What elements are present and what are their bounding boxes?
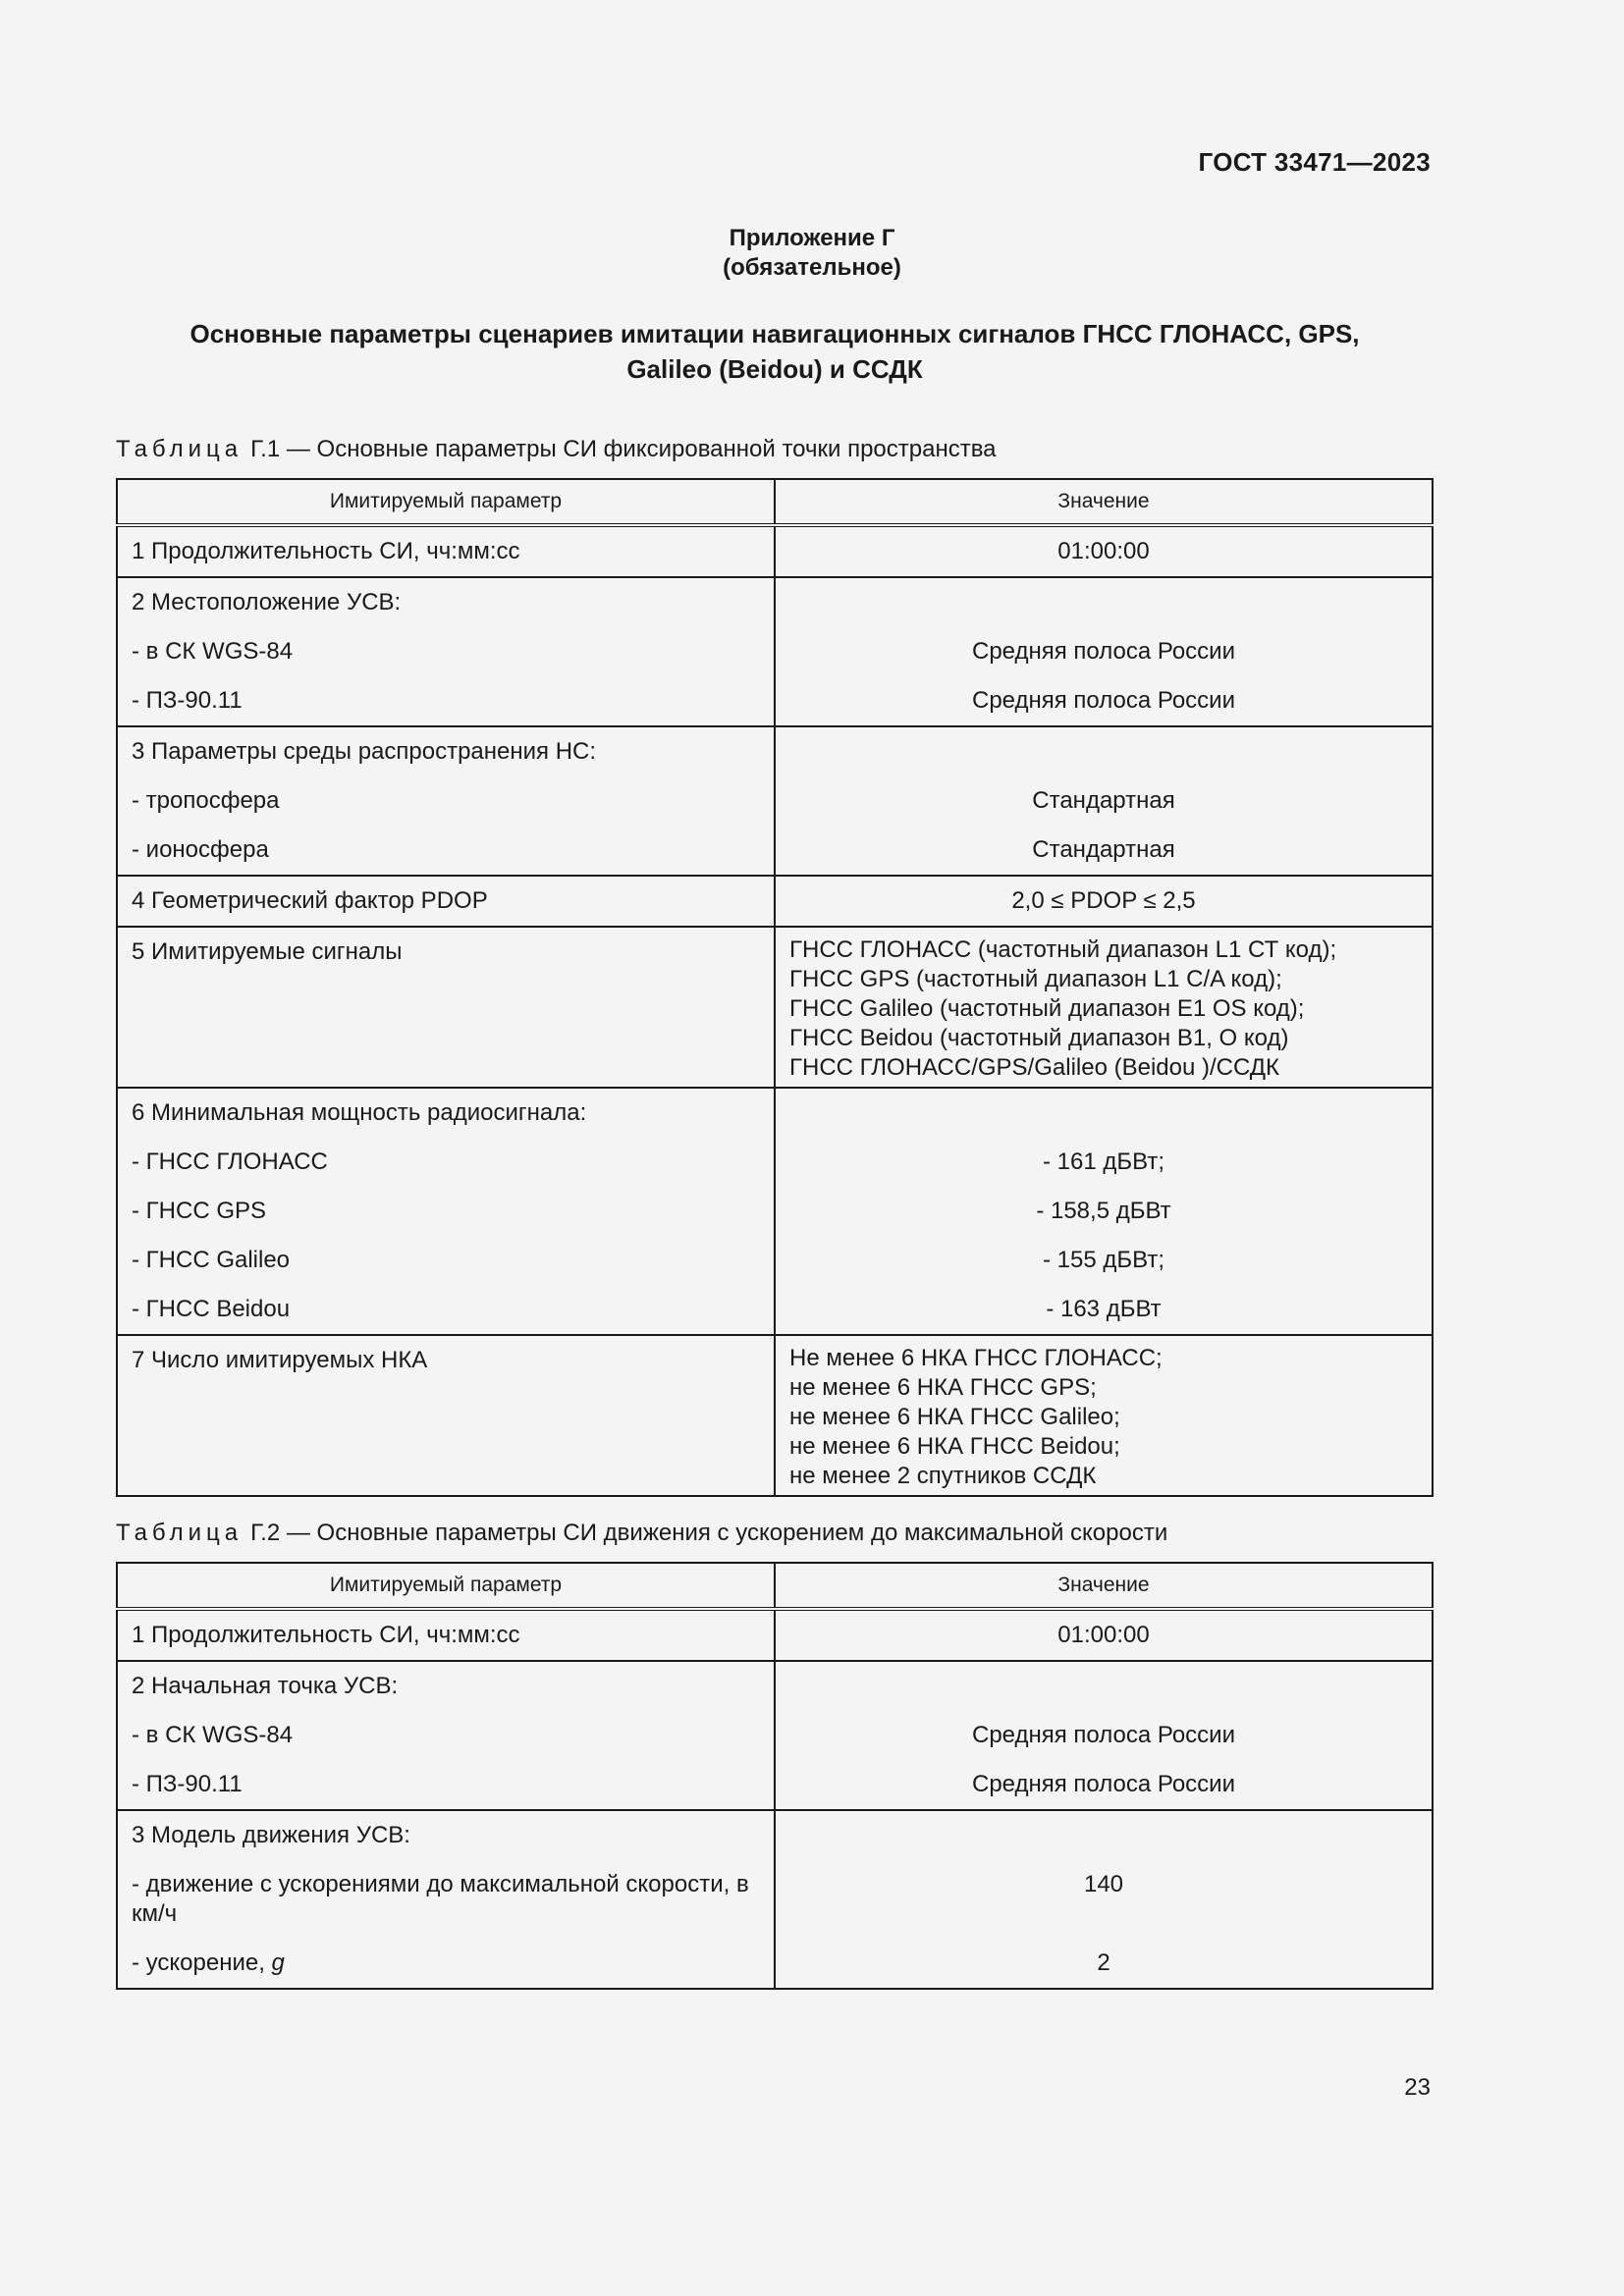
table2-r3-param-2-text: - ускорение, bbox=[132, 1949, 272, 1976]
table2-caption-text: Г.2 — Основные параметры СИ движения с ускорением до максимальной скорости bbox=[250, 1520, 1168, 1546]
appendix-title: Приложение Г bbox=[729, 225, 895, 251]
table1-r6-param-3: - ГНСС Galileo bbox=[132, 1247, 291, 1273]
table2-caption-word: Таблица bbox=[116, 1520, 244, 1546]
table1-r7-value-5: не менее 2 спутников ССДК bbox=[789, 1463, 1097, 1489]
table2-r1-param: 1 Продолжительность СИ, чч:мм:сс bbox=[132, 1622, 520, 1648]
table2-r3-param-1: - движение с ускорениями до максимальной скорости, в км/ч bbox=[132, 1871, 749, 1927]
table1-r5-value-3: ГНСС Galileo (частотный диапазон E1 OS код); bbox=[789, 995, 1305, 1022]
table1-r5-value-5: ГНСС ГЛОНАСС/GPS/Galileo (Beidou )/ССДК bbox=[789, 1054, 1280, 1081]
table1-r6-value-2: - 158,5 дБВт bbox=[1036, 1198, 1171, 1224]
table-row bbox=[117, 1609, 1433, 1661]
table-row bbox=[117, 1661, 1433, 1810]
table2-header-row bbox=[117, 1563, 1433, 1609]
table1-r5-values bbox=[776, 928, 1432, 1087]
page-number: 23 bbox=[1404, 2074, 1431, 2101]
table1-r6-value-3: - 155 дБВт; bbox=[1043, 1247, 1164, 1273]
table2-r3-param-2 bbox=[118, 1939, 774, 1988]
table1-r5-value-1: ГНСС ГЛОНАСС (частотный диапазон L1 СТ код); bbox=[789, 936, 1337, 963]
table1-r1-param: 1 Продолжительность СИ, чч:мм:сс bbox=[132, 538, 520, 564]
table1-r7-value-3: не менее 6 НКА ГНСС Galileo; bbox=[789, 1404, 1120, 1430]
table2-r3-value-1: 140 bbox=[1083, 1871, 1124, 1897]
table1-header-row bbox=[117, 479, 1433, 525]
table-row bbox=[117, 1810, 1433, 1989]
table1-r6-param-title: 6 Минимальная мощность радиосигнала: bbox=[132, 1099, 587, 1126]
table-row bbox=[117, 876, 1433, 927]
standard-code: ГОСТ 33471—2023 bbox=[1198, 147, 1431, 177]
table-row bbox=[117, 1335, 1433, 1496]
table2-r2-value-1: Средняя полоса России bbox=[972, 1722, 1235, 1748]
table2-caption bbox=[116, 1520, 1167, 1547]
table1-r1-value: 01:00:00 bbox=[1057, 538, 1150, 564]
table-row bbox=[117, 726, 1433, 876]
table1-r5-param: 5 Имитируемые сигналы bbox=[132, 938, 403, 965]
table-row bbox=[117, 577, 1433, 726]
table-row bbox=[117, 927, 1433, 1088]
document-title bbox=[118, 316, 1432, 387]
table1-r5-value-2: ГНСС GPS (частотный диапазон L1 C/A код); bbox=[789, 966, 1282, 992]
table1-r7-value-1: Не менее 6 НКА ГНСС ГЛОНАСС; bbox=[789, 1345, 1163, 1371]
table2-r3-value-2: 2 bbox=[1097, 1949, 1110, 1976]
table1-r6-value-4: - 163 дБВт bbox=[1046, 1296, 1162, 1322]
table1-r3-param-2: - ионосфера bbox=[132, 836, 269, 863]
table1-r7-value-2: не менее 6 НКА ГНСС GPS; bbox=[789, 1374, 1097, 1401]
table1-r7-values bbox=[776, 1336, 1432, 1495]
table2-r3-param-title: 3 Модель движения УСВ: bbox=[132, 1822, 410, 1848]
table1-r7-value-4: не менее 6 НКА ГНСС Beidou; bbox=[789, 1433, 1120, 1460]
table1-caption bbox=[116, 436, 997, 463]
table2-r2-param-1: - в СК WGS-84 bbox=[132, 1722, 294, 1748]
table1-r6-param-4: - ГНСС Beidou bbox=[132, 1296, 291, 1322]
table2-r2-value-2: Средняя полоса России bbox=[972, 1771, 1235, 1797]
table-row bbox=[117, 525, 1433, 577]
table2-r1-value: 01:00:00 bbox=[1057, 1622, 1150, 1648]
table1-r4-value: 2,0 ≤ PDOP ≤ 2,5 bbox=[1011, 887, 1196, 914]
appendix-subtitle: (обязательное) bbox=[723, 254, 901, 281]
table2 bbox=[116, 1562, 1434, 1990]
table1-r4-param: 4 Геометрический фактор PDOP bbox=[132, 887, 488, 914]
table1-r3-value-1: Стандартная bbox=[1032, 787, 1175, 814]
table1 bbox=[116, 478, 1434, 1497]
table1-r6-param-1: - ГНСС ГЛОНАСС bbox=[132, 1148, 328, 1175]
table1-r6-param-2: - ГНСС GPS bbox=[132, 1198, 267, 1224]
table1-r2-param-title: 2 Местоположение УСВ: bbox=[132, 589, 402, 615]
table1-caption-word: Таблица bbox=[116, 436, 244, 462]
table1-r2-value-1: Средняя полоса России bbox=[972, 638, 1235, 665]
table1-r3-param-title: 3 Параметры среды распространения НС: bbox=[132, 738, 597, 765]
table1-r3-param-1: - тропосфера bbox=[132, 787, 280, 814]
table1-header-value: Значение bbox=[775, 479, 1433, 525]
table2-header-value: Значение bbox=[775, 1563, 1433, 1609]
table1-r5-value-4: ГНСС Beidou (частотный диапазон В1, О код) bbox=[789, 1025, 1289, 1051]
table-row bbox=[117, 1088, 1433, 1335]
table1-r2-value-2: Средняя полоса России bbox=[972, 687, 1235, 714]
table1-r3-value-2: Стандартная bbox=[1032, 836, 1175, 863]
document-title-line-1: Основные параметры сценариев имитации навигационных сигналов ГНСС ГЛОНАСС, GPS, bbox=[189, 319, 1360, 348]
appendix-heading bbox=[0, 224, 1624, 283]
table2-r2-param-2: - ПЗ-90.11 bbox=[132, 1771, 243, 1797]
document-title-line-2: Galileo (Beidou) и ССДК bbox=[626, 354, 923, 384]
table1-r7-param: 7 Число имитируемых НКА bbox=[132, 1347, 428, 1373]
table1-r6-value-1: - 161 дБВт; bbox=[1043, 1148, 1164, 1175]
table1-caption-text: Г.1 — Основные параметры СИ фиксированной точки пространства bbox=[250, 436, 997, 462]
table2-r2-param-title: 2 Начальная точка УСВ: bbox=[132, 1673, 399, 1699]
table1-header-param: Имитируемый параметр bbox=[117, 479, 775, 525]
table1-r2-param-2: - ПЗ-90.11 bbox=[132, 687, 243, 714]
table1-r2-param-1: - в СК WGS-84 bbox=[132, 638, 294, 665]
table2-header-param: Имитируемый параметр bbox=[117, 1563, 775, 1609]
table2-r3-param-2-symbol: g bbox=[271, 1949, 285, 1976]
